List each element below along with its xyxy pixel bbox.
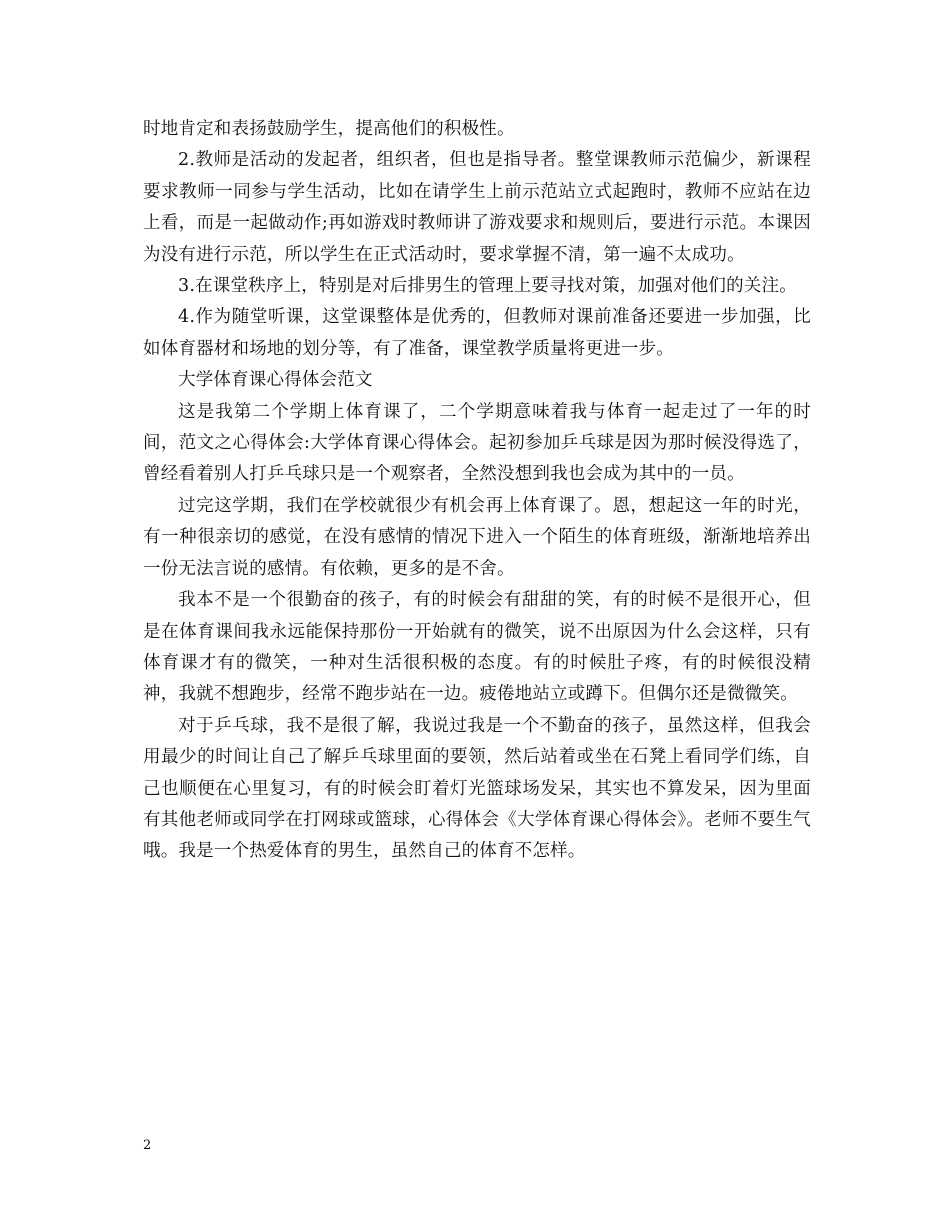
paragraph: 2.教师是活动的发起者，组织者，但也是指导者。整堂课教师示范偏少，新课程要求教师一同参与学生活动，比如在请学生上前示范站立式起跑时，教师不应站在边上看，而是一起做动作;再如游戏时教师讲了游戏要求和规则后，要进行示范。本课因为没有进行示范，所以学生在正式活动时，要求掌握不清，第一遍不太成功。	[143, 150, 811, 265]
page-number: 2	[143, 1138, 152, 1153]
paragraph: 对于乒乓球，我不是很了解，我说过我是一个不勤奋的孩子，虽然这样，但我会用最少的时间让自己了解乒乓球里面的要领，然后站着或坐在石凳上看同学们练，自己也顺便在心里复习，有的时候会盯着灯光篮球场发呆，其实也不算发呆，因为里面有其他老师或同学在打网球或篮球，心得体会《大学体育课心得体会》。老师不要生气哦。我是一个热爱体育的男生，虽然自己的体育不怎样。	[143, 715, 811, 862]
document-body	[143, 114, 811, 868]
paragraph: 时地肯定和表扬鼓励学生，提高他们的积极性。	[143, 119, 515, 139]
paragraph: 这是我第二个学期上体育课了，二个学期意味着我与体育一起走过了一年的时间，范文之心得体会:大学体育课心得体会。起初参加乒乓球是因为那时候没得选了，曾经看着别人打乒乓球只是一个观察者，全然没想到我也会成为其中的一员。	[143, 401, 811, 485]
paragraph: 4.作为随堂听课，这堂课整体是优秀的，但教师对课前准备还要进一步加强，比如体育器材和场地的划分等，有了准备，课堂教学质量将更进一步。	[143, 307, 811, 359]
paragraph: 3.在课堂秩序上，特别是对后排男生的管理上要寻找对策，加强对他们的关注。	[178, 276, 797, 297]
section-heading: 大学体育课心得体会范文	[178, 370, 373, 391]
paragraph: 过完这学期，我们在学校就很少有机会再上体育课了。恩，想起这一年的时光，有一种很亲切的感觉，在没有感情的情况下进入一个陌生的体育班级，渐渐地培养出一份无法言说的感情。有依赖，更多的是不舍。	[143, 495, 811, 579]
paragraph: 我本不是一个很勤奋的孩子，有的时候会有甜甜的笑，有的时候不是很开心，但是在体育课间我永远能保持那份一开始就有的微笑，说不出原因为什么会这样，只有体育课才有的微笑，一种对生活很积极的态度。有的时候肚子疼，有的时候很没精神，我就不想跑步，经常不跑步站在一边。疲倦地站立或蹲下。但偶尔还是微微笑。	[143, 590, 811, 705]
